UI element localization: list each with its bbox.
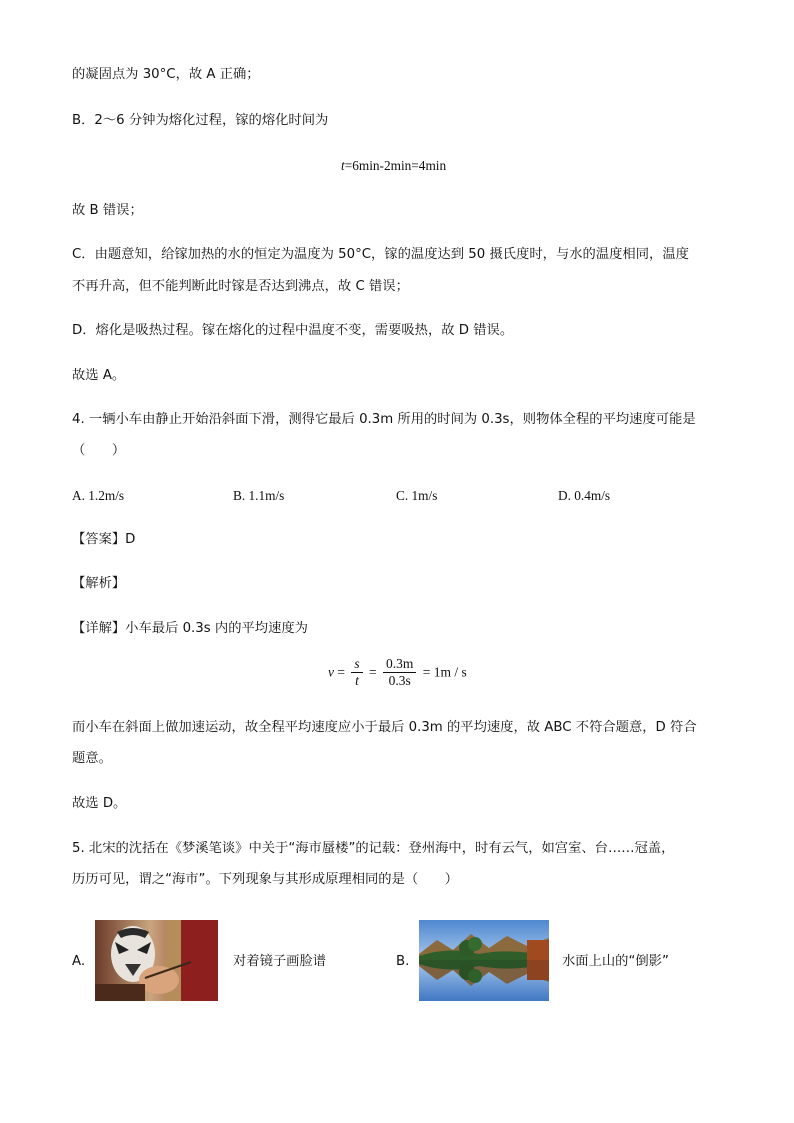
formula-eq: =: [369, 664, 377, 680]
option-b: B. 1.1m/s: [233, 488, 285, 503]
text-line: 不再升高，但不能判断此时镓是否达到沸点，故 C 错误；: [72, 279, 409, 294]
option-a: A. 1.2m/s: [72, 488, 125, 503]
fraction-denominator: t: [355, 673, 359, 688]
choice-a-label: A.: [72, 954, 86, 969]
text-line: 故选 A。: [72, 368, 126, 383]
fraction-s-over-t: [351, 656, 362, 689]
fraction-numerator: s: [351, 656, 362, 673]
choice-b-label: B.: [396, 954, 410, 969]
text-line: D．熔化是吸热过程。镓在熔化的过程中温度不变，需要吸热，故 D 错误。: [72, 323, 514, 338]
choice-a-caption: 对着镜子画脸谱: [233, 954, 327, 969]
question-5: 5. 北宋的沈括在《梦溪笔谈》中关于“海市蜃楼”的记载：登州海中，时有云气，如宫室、台……冠盖，: [72, 841, 675, 856]
face-painting-image: [95, 920, 218, 1001]
fraction-denominator: 0.3s: [388, 673, 411, 688]
option-d: D. 0.4m/s: [558, 488, 611, 503]
fraction-values: [383, 656, 416, 689]
answer-label: 【答案】D: [72, 532, 136, 547]
text-line: 题意。: [72, 751, 112, 766]
velocity-formula: [328, 656, 467, 689]
fraction-numerator: 0.3m: [383, 656, 416, 673]
option-c: C. 1m/s: [396, 488, 438, 503]
text-line: 故选 D。: [72, 796, 127, 811]
detail-line: 【详解】小车最后 0.3s 内的平均速度为: [72, 621, 308, 636]
text-line: 故 B 错误；: [72, 203, 143, 218]
text-line: C．由题意知，给镓加热的水的恒定为温度为 50°C，镓的温度达到 50 摄氏度时，与水的温度相同，温度: [72, 247, 689, 262]
formula-eq: =: [337, 664, 345, 680]
equation-melting-time: [341, 157, 446, 175]
text-line: B．2～6 分钟为熔化过程，镓的熔化时间为: [72, 113, 329, 128]
analysis-label: 【解析】: [72, 576, 126, 591]
question-5-cont: 历历可见，谓之“海市”。下列现象与其形成原理相同的是（ ）: [72, 872, 459, 887]
formula-v: v: [328, 664, 334, 680]
choice-b-caption: 水面上山的“倒影”: [562, 954, 669, 969]
mountain-reflection-image: [419, 920, 549, 1001]
equation-var: t: [341, 158, 345, 173]
question-4: 4. 一辆小车由静止开始沿斜面下滑，测得它最后 0.3m 所用的时间为 0.3s，则物体全程的平均速度可能是: [72, 412, 696, 427]
formula-result: = 1m / s: [422, 664, 467, 680]
equation-rest: =6min-2min=4min: [344, 158, 447, 173]
question-4-bracket: （ ）: [72, 443, 126, 458]
text-line: 的凝固点为 30°C，故 A 正确；: [72, 67, 260, 82]
text-line: 而小车在斜面上做加速运动，故全程平均速度应小于最后 0.3m 的平均速度，故 ABC 不符合题意，D 符合: [72, 720, 697, 735]
